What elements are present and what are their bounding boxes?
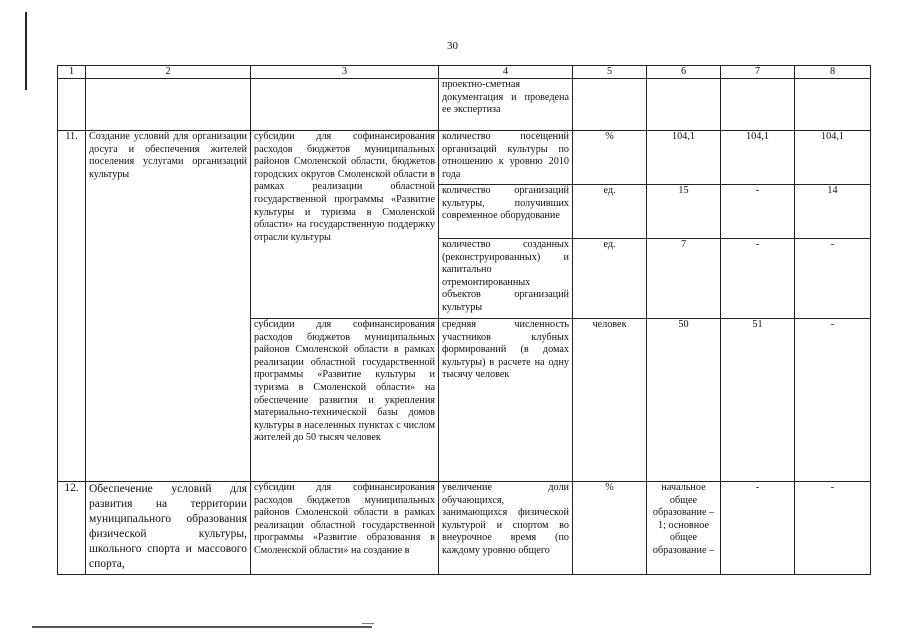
value-cell: 7: [647, 239, 721, 319]
header-cell: 3: [251, 66, 439, 79]
task-name: Создание условий для организации досуга и обеспечения жителей поселения услугами организаций культуры: [86, 131, 251, 482]
value-cell: -: [795, 319, 871, 482]
indicator-cell: увеличение доли обучающихся, занимающихся физической культурой и спортом во внеурочное время (по каждому уровню общего: [439, 482, 573, 575]
indicator-cell: проектно-сметная документация и проведена ее экспертиза: [439, 79, 573, 131]
header-cell: 5: [573, 66, 647, 79]
table-row: [58, 79, 871, 131]
header-cell: 7: [721, 66, 795, 79]
task-name: Обеспечение условий для развития на территории муниципального образования физической культуры, школьного спорта и массового спорта,: [86, 482, 251, 575]
header-cell: 2: [86, 66, 251, 79]
unit-cell: ед.: [573, 239, 647, 319]
cell: [721, 79, 795, 131]
unit-cell: %: [573, 131, 647, 185]
footer-line: [32, 626, 372, 628]
header-cell: 8: [795, 66, 871, 79]
cell: [573, 79, 647, 131]
cell: [58, 79, 86, 131]
value-cell: -: [795, 482, 871, 575]
value-cell: 104,1: [795, 131, 871, 185]
header-cell: 6: [647, 66, 721, 79]
page-number: 30: [447, 40, 458, 52]
cell: [647, 79, 721, 131]
value-cell: 15: [647, 185, 721, 239]
unit-cell: человек: [573, 319, 647, 482]
value-cell: -: [721, 239, 795, 319]
indicator-cell: количество посещений организаций культуры по отношению к уровню 2010 года: [439, 131, 573, 185]
value-cell: -: [721, 185, 795, 239]
measure-cell: субсидии для софинансирования расходов бюджетов муниципальных районов Смоленской области, бюджетов городских округов Смоленской области в рамках реализации областной государственной программы «Развитие культуры и туризма в Смоленской области» на государственную поддержку отрасли культуры: [251, 131, 439, 319]
data-table: [57, 65, 871, 575]
value-cell: 51: [721, 319, 795, 482]
cell: [86, 79, 251, 131]
unit-cell: %: [573, 482, 647, 575]
measure-cell: субсидии для софинансирования расходов бюджетов муниципальных районов Смоленской области в рамках реализации областной государственной программы «Развитие образования в Смоленской области» на создание в: [251, 482, 439, 575]
row-number: 11.: [58, 131, 86, 482]
value-cell: -: [795, 239, 871, 319]
header-cell: 1: [58, 66, 86, 79]
cell: [795, 79, 871, 131]
row-number: 12.: [58, 482, 86, 575]
cell: [251, 79, 439, 131]
header-row: [58, 66, 871, 79]
footer-tick: [362, 623, 374, 624]
table-row: [58, 131, 871, 185]
value-cell: -: [721, 482, 795, 575]
measure-cell: субсидии для софинансирования расходов бюджетов муниципальных районов Смоленской области в рамках реализации областной государственной программы «Развитие культуры и туризма в Смоленской области» на обеспечение развития и укрепления материально-технической базы домов культуры в населенных пунктах с числом жителей до 50 тысяч человек: [251, 319, 439, 482]
indicator-cell: средняя численность участников клубных формирований (в домах культуры) в расчете на одну тысячу человек: [439, 319, 573, 482]
unit-cell: ед.: [573, 185, 647, 239]
value-cell: 104,1: [647, 131, 721, 185]
indicator-cell: количество организаций культуры, получивших современное оборудование: [439, 185, 573, 239]
table-row: [58, 482, 871, 575]
value-cell: начальное общее образование – 1; основное общее образование –: [647, 482, 721, 575]
header-cell: 4: [439, 66, 573, 79]
indicator-cell: количество созданных (реконструированных) и капитально отремонтированных объектов организаций культуры: [439, 239, 573, 319]
value-cell: 104,1: [721, 131, 795, 185]
value-cell: 14: [795, 185, 871, 239]
value-cell: 50: [647, 319, 721, 482]
